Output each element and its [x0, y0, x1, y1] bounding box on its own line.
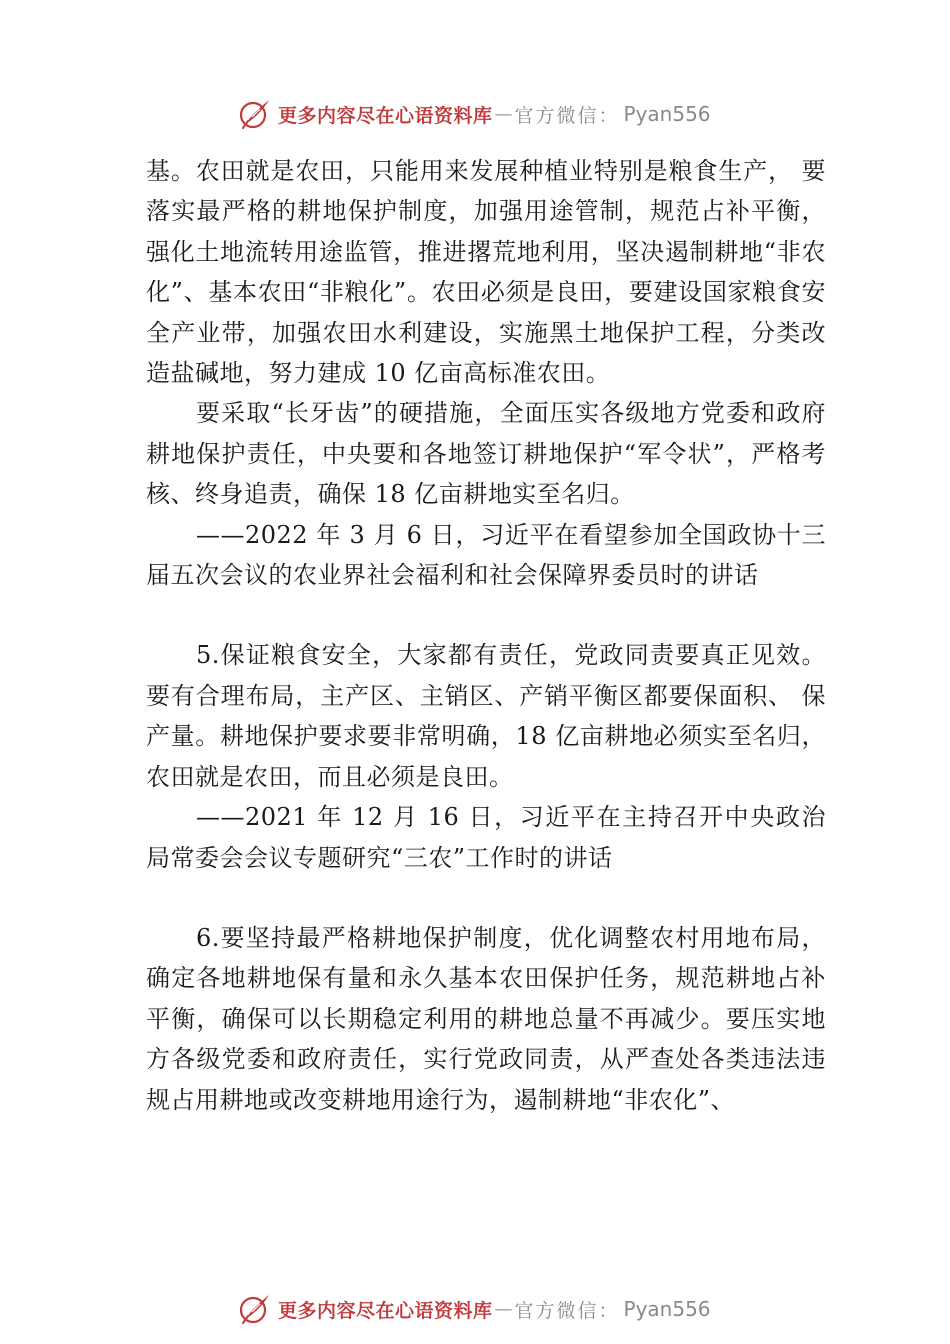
paragraph-1: 基。农田就是农田，只能用来发展种植业特别是粮食生产， 要落实最严格的耕地保护制度，加强用途管制，规范占补平衡，强化土地流转用途监管，推进撂荒地利用，坚决遏制耕地“非农化”、基本农田“非粮化”。农田必须是良田，要建设国家粮食安全产业带，加强农田水利建设，实施黑土地保护工程，分类改造盐碱地，努力建成 10 亿亩高标准农田。	[146, 157, 826, 388]
document-body	[146, 151, 826, 1120]
quill-logo-icon	[238, 1292, 272, 1326]
watermark-wechat-id: Pyan556	[623, 1297, 711, 1321]
watermark-brand: 更多内容尽在心语资料库	[278, 104, 493, 127]
watermark-wechat-label: 官方微信：	[514, 1299, 620, 1322]
footer-watermark	[238, 1289, 758, 1329]
paragraph-gap	[146, 878, 826, 918]
paragraph-item-6: 6.要坚持最严格耕地保护制度，优化调整农村用地布局，确定各地耕地保有量和永久基本农田保护任务，规范耕地占补平衡，确保可以长期稳定利用的耕地总量不再减少。要压实地方各级党委和政府责任，实行党政同责，从严查处各类违法违规占用耕地或改变耕地用途行为，遏制耕地“非农化”、	[146, 923, 826, 1114]
watermark-dash: —	[494, 1298, 513, 1320]
paragraph-2: 要采取“长牙齿”的硬措施，全面压实各级地方党委和政府耕地保护责任，中央要和各地签订耕地保护“军令状”，严格考核、终身追责，确保 18 亿亩耕地实至名归。	[146, 399, 826, 509]
watermark-wechat-id: Pyan556	[623, 102, 711, 126]
watermark-wechat-label: 官方微信：	[514, 104, 620, 127]
paragraph-gap	[146, 595, 826, 635]
source-citation-1: ——2022 年 3 月 6 日，习近平在看望参加全国政协十三届五次会议的农业界社会福利和社会保障界委员时的讲话	[146, 520, 826, 590]
paragraph-item-5: 5.保证粮食安全，大家都有责任，党政同责要真正见效。要有合理布局，主产区、主销区、产销平衡区都要保面积、 保产量。耕地保护要求要非常明确，18 亿亩耕地必须实至名归，农田就是农田，而且必须是良田。	[146, 641, 826, 791]
header-watermark	[238, 94, 758, 134]
watermark-dash: —	[494, 103, 513, 125]
quill-logo-icon	[238, 97, 272, 131]
source-citation-2: ——2021 年 12 月 16 日，习近平在主持召开中央政治局常委会会议专题研究“三农”工作时的讲话	[146, 803, 826, 872]
watermark-brand: 更多内容尽在心语资料库	[278, 1299, 493, 1322]
